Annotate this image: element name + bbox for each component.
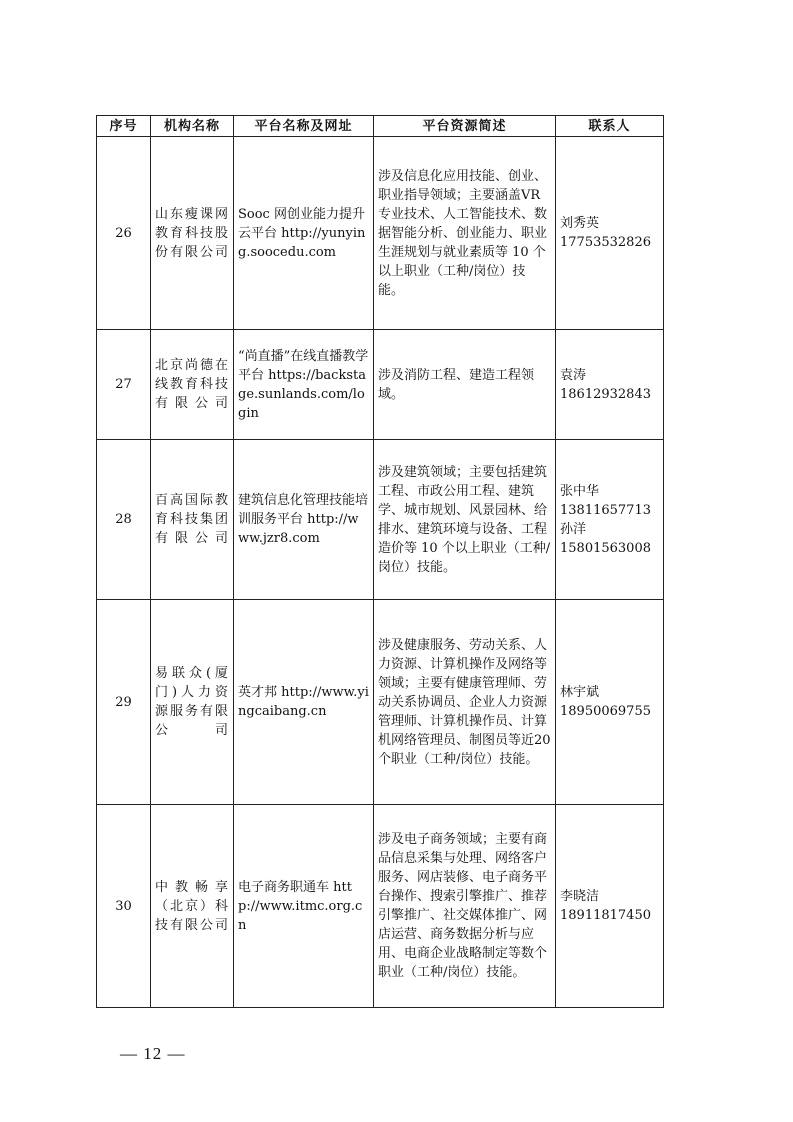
row-number: 29	[97, 600, 151, 805]
row-number: 28	[97, 440, 151, 600]
resource-desc: 涉及信息化应用技能、创业、职业指导领域；主要涵盖VR专业技术、人工智能技术、数据智能分析、创业能力、职业生涯规划与就业素质等 10 个以上职业（工种/岗位）技能。	[374, 137, 556, 330]
col-header-contact: 联系人	[556, 116, 664, 137]
contact-cell	[556, 440, 664, 600]
row-number: 27	[97, 330, 151, 440]
table-row	[97, 330, 664, 440]
contact-cell	[556, 600, 664, 805]
table-row	[97, 137, 664, 330]
contact-phone: 18911817450	[560, 908, 651, 923]
contact-phone: 18950069755	[560, 704, 651, 719]
platform-name-url: Sooc 网创业能力提升云平台 http://yunying.soocedu.com	[234, 137, 374, 330]
platform-name-url: “尚直播”在线直播教学平台 https://backstage.sunlands.com/login	[234, 330, 374, 440]
contact-name: 张中华	[560, 483, 600, 499]
contact-cell	[556, 137, 664, 330]
contact-name: 李晓洁	[560, 889, 600, 904]
contact-cell	[556, 805, 664, 1008]
row-number: 26	[97, 137, 151, 330]
col-header-org: 机构名称	[151, 116, 234, 137]
col-header-desc: 平台资源简述	[374, 116, 556, 137]
org-name: 百高国际教育科技集团有限公司	[151, 440, 234, 600]
col-header-platform: 平台名称及网址	[234, 116, 374, 137]
row-number: 30	[97, 805, 151, 1008]
contact-phone: 17753532826	[560, 235, 651, 250]
table-header-row	[97, 116, 664, 137]
platform-table	[96, 115, 664, 1008]
contact-name: 林宇斌	[560, 685, 600, 700]
contact-phone: 18612932843	[560, 386, 651, 402]
contact-name: 孙洋	[560, 521, 587, 537]
contact-cell	[556, 330, 664, 440]
resource-desc: 涉及电子商务领域；主要有商品信息采集与处理、网络客户服务、网店装修、电子商务平台操作、搜索引擎推广、推荐引擎推广、社交媒体推广、网店运营、商务数据分析与应用、电商企业战略制定等数个职业（工种/岗位）技能。	[374, 805, 556, 1008]
resource-desc: 涉及消防工程、建造工程领域。	[374, 330, 556, 440]
platform-name-url: 电子商务职通车 http://www.itmc.org.cn	[234, 805, 374, 1008]
org-name: 山东瘦课网教育科技股份有限公司	[151, 137, 234, 330]
org-name: 北京尚德在线教育科技有限公司	[151, 330, 234, 440]
contact-name: 袁涛	[560, 367, 587, 383]
org-name: 中教畅享（北京）科技有限公司	[151, 805, 234, 1008]
col-header-no: 序号	[97, 116, 151, 137]
org-name: 易联众(厦门)人力资源服务有限公司	[151, 600, 234, 805]
platform-name-url: 建筑信息化管理技能培训服务平台 http://www.jzr8.com	[234, 440, 374, 600]
resource-desc: 涉及建筑领域；主要包括建筑工程、市政公用工程、建筑学、城市规划、风景园林、给排水、建筑环境与设备、工程造价等 10 个以上职业（工种/岗位）技能。	[374, 440, 556, 600]
contact-phone: 15801563008	[560, 540, 651, 556]
platform-name-url: 英才邦 http://www.yingcaibang.cn	[234, 600, 374, 805]
table-row	[97, 440, 664, 600]
table-row	[97, 600, 664, 805]
resource-desc: 涉及健康服务、劳动关系、人力资源、计算机操作及网络等领域；主要有健康管理师、劳动关系协调员、企业人力资源管理师、计算机操作员、计算机网络管理员、制图员等近20个职业（工种/岗位）技能。	[374, 600, 556, 805]
table-row	[97, 805, 664, 1008]
page-number: — 12 —	[120, 1044, 186, 1063]
contact-name: 刘秀英	[560, 216, 600, 231]
contact-phone: 13811657713	[560, 502, 651, 518]
